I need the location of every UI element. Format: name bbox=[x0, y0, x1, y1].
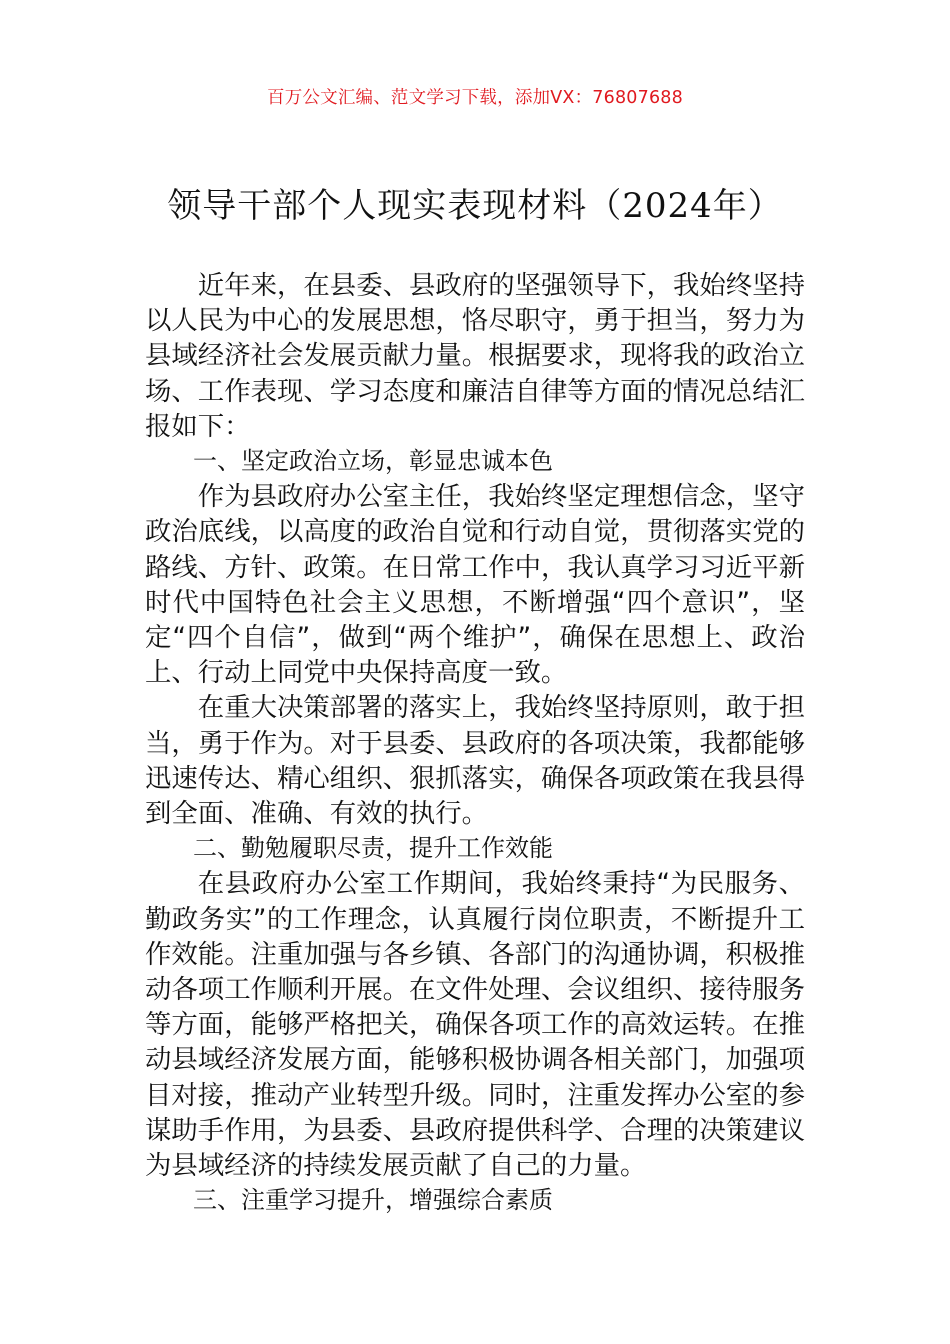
section-heading-2: 二、勤勉履职尽责，提升工作效能 bbox=[193, 834, 553, 863]
document-title: 领导干部个人现实表现材料（2024年） bbox=[167, 186, 783, 226]
body-paragraph: 在县政府办公室工作期间，我始终秉持“为民服务、勤政务实”的工作理念，认真履行岗位职责，不断提升工作效能。注重加强与各乡镇、各部门的沟通协调，积极推动各项工作顺利开展。在文件处理、会议组织、接待服务等方面，能够严格把关，确保各项工作的高效运转。在推动县域经济发展方面，能够积极协调各相关部门，加强项目对接，推动产业转型升级。同时，注重发挥办公室的参谋助手作用，为县委、县政府提供科学、合理的决策建议为县域经济的持续发展贡献了自己的力量。 bbox=[145, 868, 805, 1182]
body-paragraph: 作为县政府办公室主任，我始终坚定理想信念，坚守政治底线，以高度的政治自觉和行动自觉，贯彻落实党的路线、方针、政策。在日常工作中，我认真学习习近平新时代中国特色社会主义思想，不断增强“四个意识”，坚定“四个自信”，做到“两个维护”，确保在思想上、政治上、行动上同党中央保持高度一致。 bbox=[145, 481, 805, 689]
section-heading-1: 一、坚定政治立场，彰显忠诚本色 bbox=[193, 447, 553, 476]
section-heading-3: 三、注重学习提升，增强综合素质 bbox=[193, 1186, 553, 1215]
intro-paragraph: 近年来，在县委、县政府的坚强领导下，我始终坚持以人民为中心的发展思想，恪尽职守，勇于担当，努力为县域经济社会发展贡献力量。根据要求，现将我的政治立场、工作表现、学习态度和廉洁自律等方面的情况总结汇报如下： bbox=[145, 270, 805, 442]
body-paragraph: 在重大决策部署的落实上，我始终坚持原则，敢于担当，勇于作为。对于县委、县政府的各项决策，我都能够迅速传达、精心组织、狠抓落实，确保各项政策在我县得到全面、准确、有效的执行。 bbox=[145, 692, 805, 830]
document-body bbox=[145, 268, 805, 1218]
watermark-text: 百万公文汇编、范文学习下载，添加VX：76807688 bbox=[267, 88, 683, 108]
